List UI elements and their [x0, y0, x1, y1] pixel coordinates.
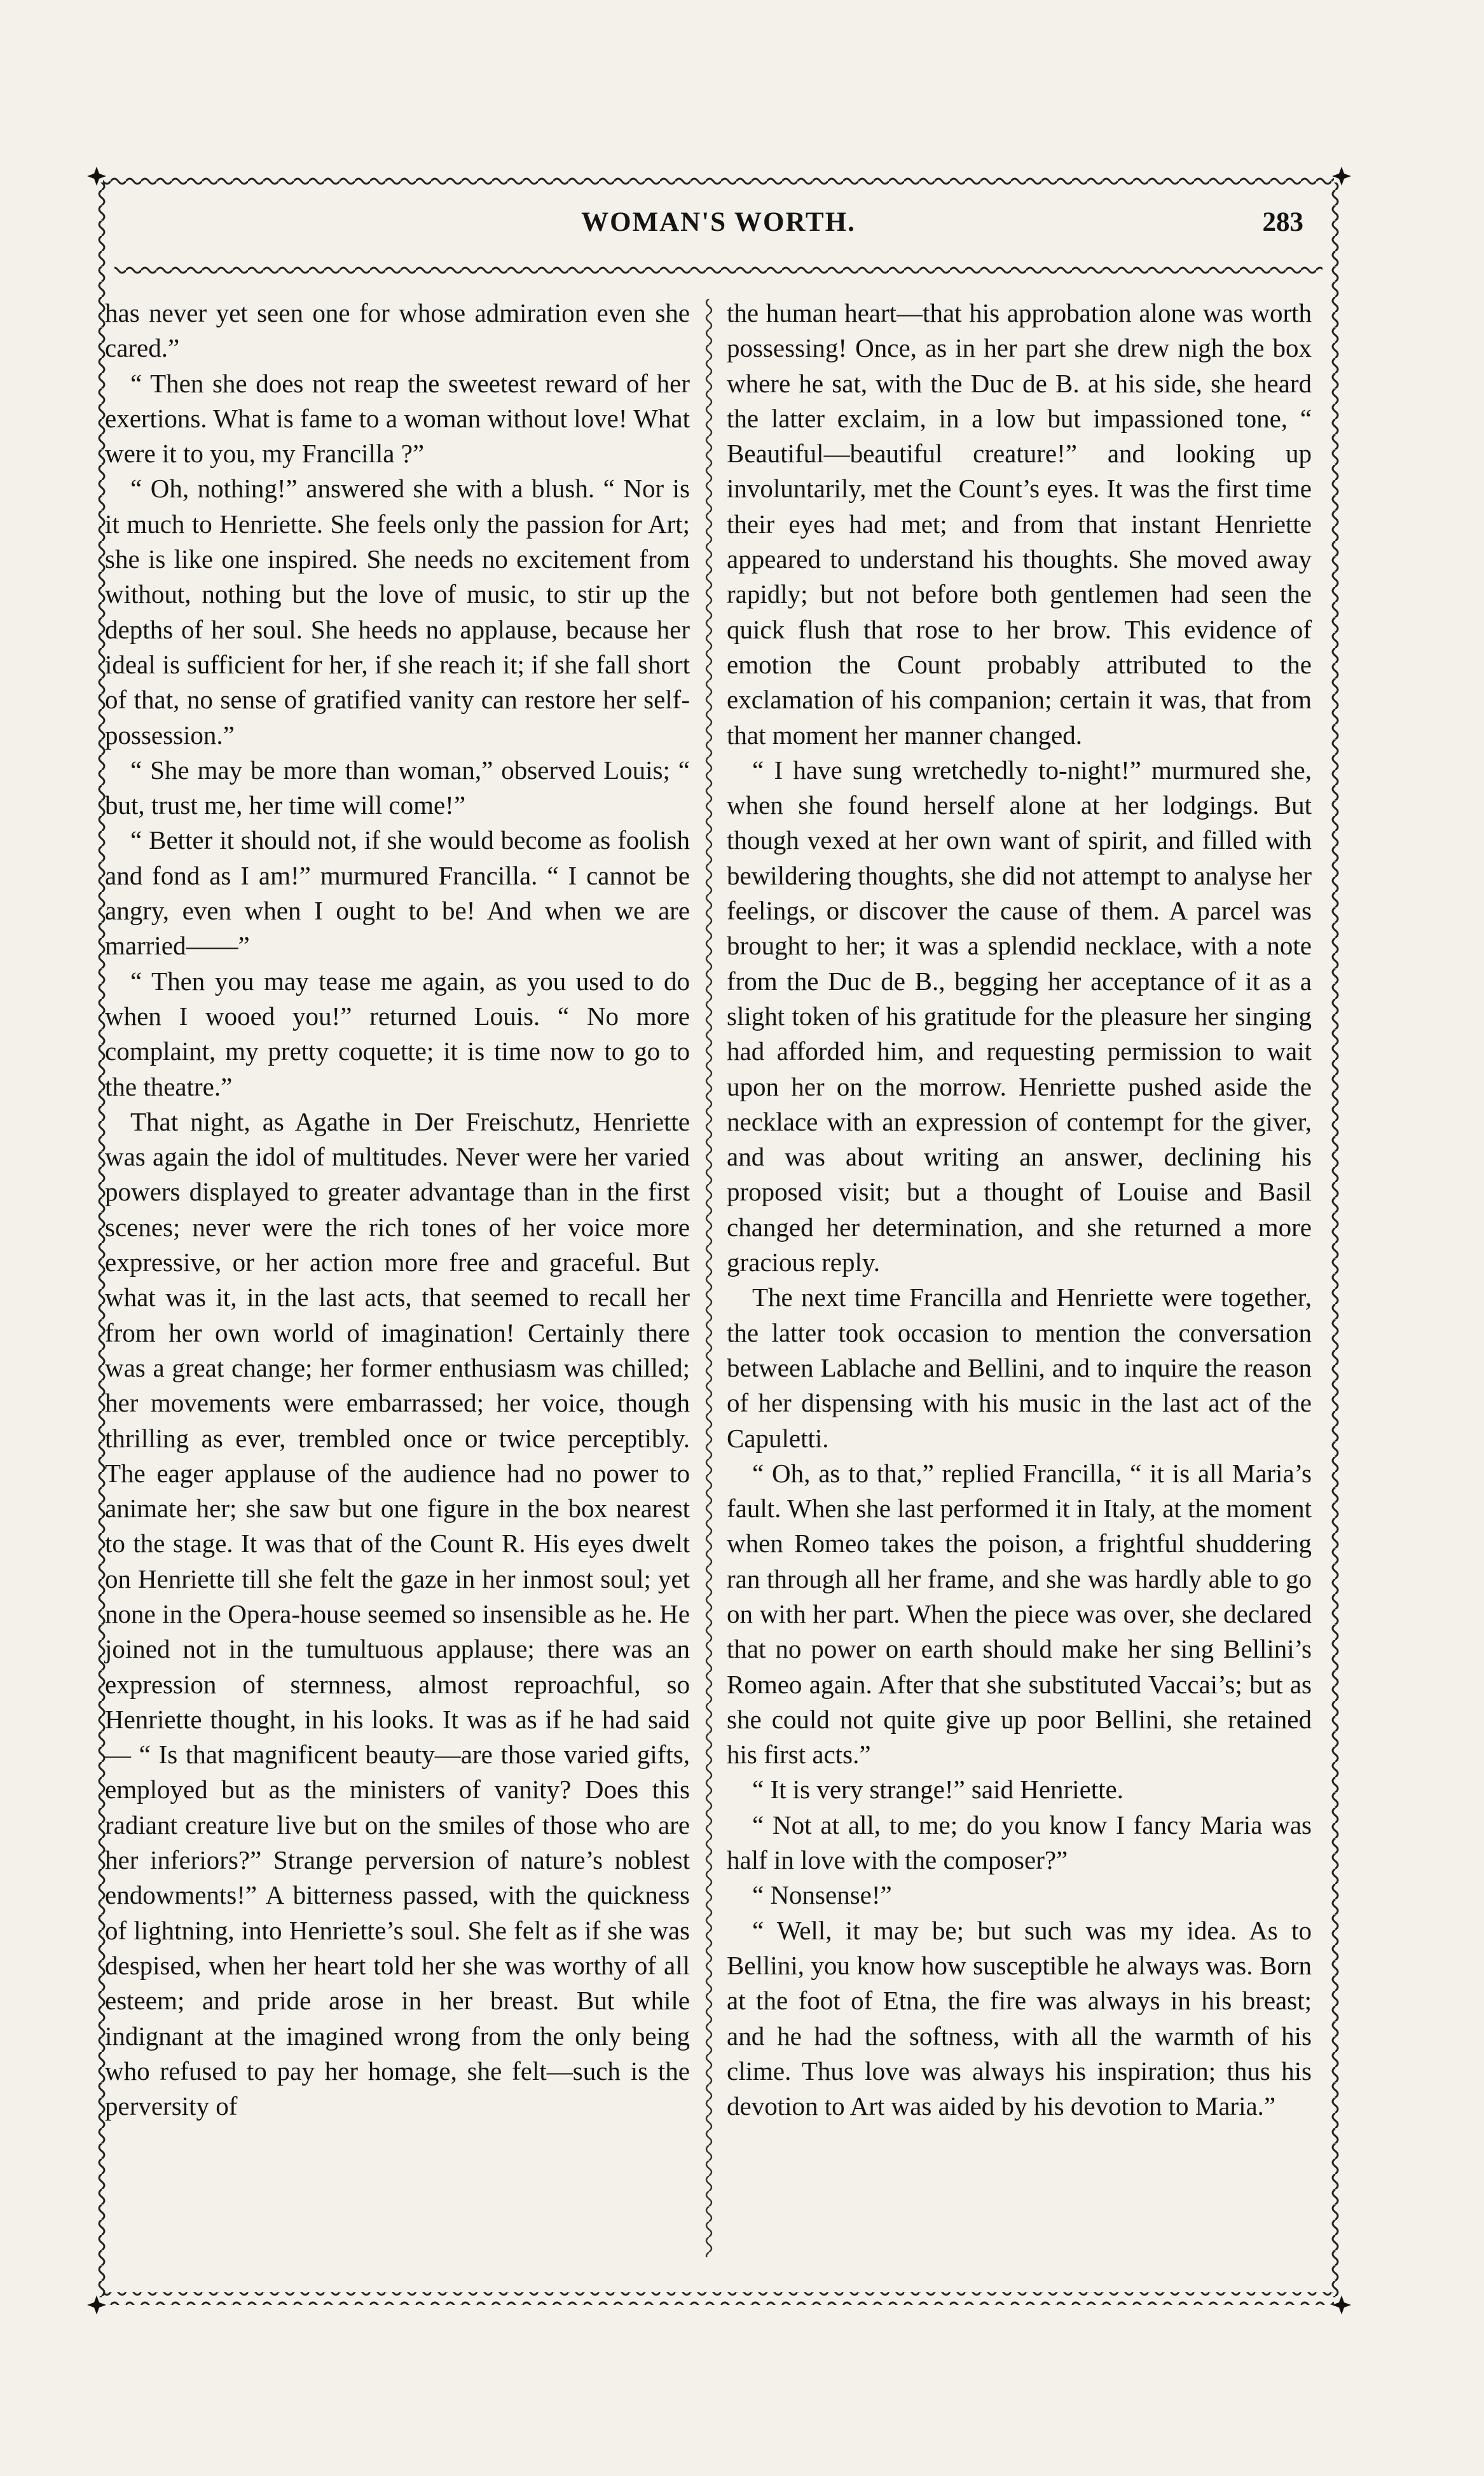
- right-column: [727, 296, 1312, 2260]
- paragraph: That night, as Agathe in Der Freischutz, Henriette was again the idol of multitudes. Never were her varied powers displayed to greater advantage than in the first scenes; never were the rich tones of her voice more expressive, or her action more free and graceful. But what was it, in the last acts, that seemed to recall her from her own world of imagination! Certainly there was a great change; her former enthusiasm was chilled; her movements were embarrassed; her voice, though thrilling as ever, trembled once or twice perceptibly. The eager applause of the audience had no power to animate her; she saw but one figure in the box nearest to the stage. It was that of the Count R. His eyes dwelt on Henriette till she felt the gaze in her inmost soul; yet none in the Opera-house seemed so insensible as he. He joined not in the tumultuous applause; there was an expression of sternness, almost reproachful, so Henriette thought, in his looks. It was as if he had said — “ Is that magnificent beauty—are those varied gifts, employed but as the ministers of vanity? Does this radiant creature live but on the smiles of those who are her inferiors?” Strange perversion of nature’s noblest endowments!” A bitterness passed, with the quickness of lightning, into Henriette’s soul. She felt as if she was despised, when her heart told her she was worthy of all esteem; and pride arose in her breast. But while indignant at the imagined wrong from the only being who refused to pay her homage, she felt—such is the perversity of: [105, 1106, 690, 2121]
- corner-ornament-icon: [86, 2294, 107, 2316]
- paragraph: “ Oh, as to that,” replied Francilla, “ it is all Maria’s fault. When she last performed it in Italy, at the moment when Romeo takes the poison, a frightful shuddering ran through all her frame, and she was hardly able to go on with her part. When the piece was over, she declared that no power on earth should make her sing Bellini’s Romeo again. After that she substituted Vaccai’s; but as she could not quite give up poor Bellini, she retained his first acts.”: [727, 1458, 1312, 1770]
- corner-ornament-icon: [1331, 165, 1352, 187]
- paragraph: “ She may be more than woman,” observed Louis; “ but, trust me, her time will come!”: [105, 755, 690, 820]
- paragraph: “ Better it should not, if she would become as foolish and fond as I am!” murmured Francilla. “ I cannot be angry, even when I ought to be! And when we are married——”: [105, 825, 690, 961]
- paragraph: “ Well, it may be; but such was my idea. As to Bellini, you know how susceptible he always was. Born at the foot of Etna, the fire was always in his breast; and he had the softness, with all the warmth of his clime. Thus love was always his inspiration; thus his devotion to Art was aided by his devotion to Maria.”: [727, 1915, 1312, 2121]
- running-title: WOMAN'S WORTH.: [581, 207, 856, 237]
- paragraph: “ Nonsense!”: [752, 1880, 892, 1910]
- paragraph: “ I have sung wretchedly to-night!” murmured she, when she found herself alone at her lodgings. But though vexed at her own want of spirit, and filled with bewildering thoughts, she did not attempt to analyse her feelings, or discover the cause of them. A parcel was brought to her; it was a splendid necklace, with a note from the Duc de B., begging her acceptance of it as a slight token of his gratitude for the pleasure her singing had afforded him, and requesting permission to wait upon her on the morrow. Henriette pushed aside the necklace with an expression of contempt for the giver, and was about writing an answer, declining his proposed visit; but a thought of Louise and Basil changed her determination, and she returned a more gracious reply.: [727, 755, 1312, 1277]
- paragraph: the human heart—that his approbation alone was worth possessing! Once, as in her part she drew nigh the box where he sat, with the Duc de B. at his side, she heard the latter exclaim, in a low but impassioned tone, “ Beautiful—beautiful creature!” and looking up involuntarily, met the Count’s eyes. It was the first time their eyes had met; and from that instant Henriette appeared to understand his thoughts. She moved away rapidly; but not before both gentlemen had seen the quick flush that rose to her brow. This evidence of emotion the Count probably attributed to the exclamation of his companion; certain it was, that from that moment her manner changed.: [727, 298, 1312, 750]
- page-number: 283: [1262, 207, 1303, 237]
- paragraph: “ It is very strange!” said Henriette.: [752, 1775, 1124, 1805]
- left-column: [105, 296, 690, 2260]
- running-head: [95, 207, 1342, 251]
- paragraph: “ Then she does not reap the sweetest reward of her exertions. What is fame to a woman without love! What were it to you, my Francilla ?”: [105, 368, 690, 469]
- paragraph: “ Not at all, to me; do you know I fancy Maria was half in love with the composer?”: [727, 1810, 1312, 1875]
- corner-ornament-icon: [1331, 2294, 1352, 2316]
- paragraph: The next time Francilla and Henriette were together, the latter took occasion to mention the conversation between Lablache and Bellini, and to inquire the reason of her dispensing with his music in the last act of the Capuletti.: [727, 1283, 1312, 1453]
- paragraph: has never yet seen one for whose admiration even she cared.”: [105, 298, 690, 363]
- paragraph: “ Oh, nothing!” answered she with a blush. “ Nor is it much to Henriette. She feels only the passion for Art; she is like one inspired. She needs no excitement from without, nothing but the love of music, to stir up the depths of her soul. She heeds no applause, because her ideal is sufficient for her, if she reach it; if she fall short of that, no sense of gratified vanity can restore her self-possession.”: [105, 474, 690, 750]
- corner-ornament-icon: [86, 165, 107, 187]
- column-divider: [703, 299, 715, 2257]
- paragraph: “ Then you may tease me again, as you used to do when I wooed you!” returned Louis. “ No more complaint, my pretty coquette; it is time now to go to the theatre.”: [105, 966, 690, 1101]
